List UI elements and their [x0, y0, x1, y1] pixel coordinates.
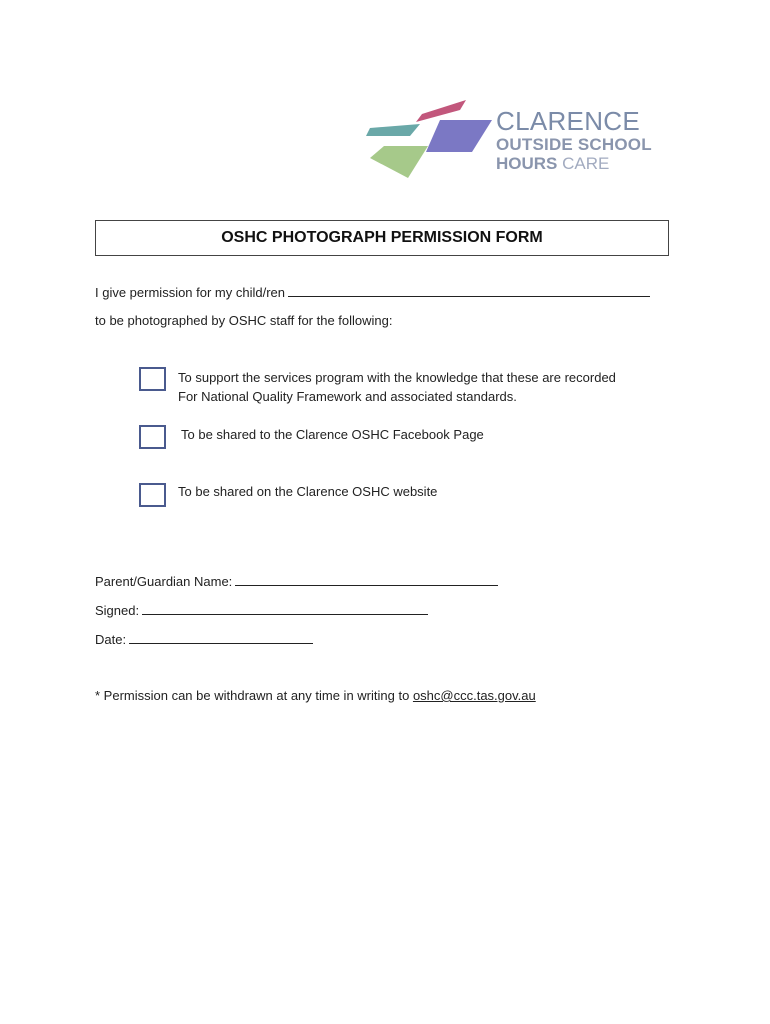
logo-teal-shape [366, 124, 420, 136]
option-program-records-line2: For National Quality Framework and associated standards. [178, 389, 517, 404]
checkbox-program-records[interactable] [139, 367, 166, 391]
logo-line-clarence: CLARENCE [496, 106, 640, 136]
parent-name-field[interactable] [235, 573, 498, 586]
parent-name-row [95, 573, 498, 589]
option-program-records-line1: To support the services program with the knowledge that these are recorded [178, 370, 616, 385]
photographed-line: to be photographed by OSHC staff for the following: [95, 313, 393, 328]
date-field[interactable] [129, 631, 313, 644]
permission-line [95, 284, 650, 300]
logo-line-outside-school: OUTSIDE SCHOOL [496, 135, 652, 154]
checkbox-website[interactable] [139, 483, 166, 507]
child-name-field[interactable] [288, 284, 650, 297]
withdrawal-note-text: * Permission can be withdrawn at any time in writing to [95, 688, 410, 703]
date-row [95, 631, 313, 647]
withdrawal-note [95, 688, 536, 703]
checkbox-facebook[interactable] [139, 425, 166, 449]
logo-word-hours: HOURS [496, 154, 558, 173]
logo-word-care: CARE [562, 154, 610, 173]
permission-line-text: I give permission for my child/ren [95, 285, 286, 300]
logo-pink-shape [416, 100, 466, 122]
logo-green-shape [370, 146, 428, 178]
parent-name-label: Parent/Guardian Name: [95, 574, 233, 589]
clarence-oshc-logo-text [496, 108, 652, 173]
form-title: OSHC PHOTOGRAPH PERMISSION FORM [95, 220, 669, 256]
logo-purple-shape [426, 120, 492, 152]
signed-row [95, 602, 428, 618]
signature-field[interactable] [142, 602, 428, 615]
signed-label: Signed: [95, 603, 140, 618]
clarence-oshc-logo-graphic [364, 98, 494, 180]
option-facebook-label: To be shared to the Clarence OSHC Facebook Page [181, 427, 484, 442]
option-website-label: To be shared on the Clarence OSHC website [178, 484, 438, 499]
contact-email-link[interactable]: oshc@ccc.tas.gov.au [412, 688, 536, 703]
logo-line-hours-care [496, 155, 652, 173]
date-label: Date: [95, 632, 127, 647]
